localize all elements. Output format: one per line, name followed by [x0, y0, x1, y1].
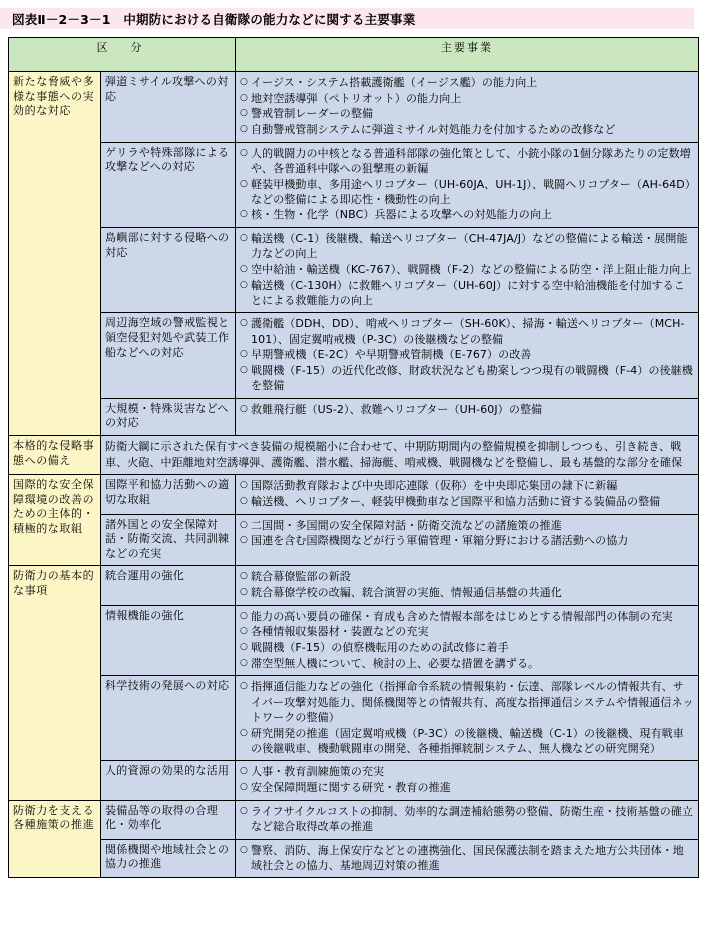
bullet-text: 輸送機（C-1）後継機、輸送ヘリコプター（CH-47JA/J）などの整備による輸送・展開能力などの向上 [251, 232, 688, 261]
bullet-item [240, 640, 694, 655]
circle-bullet-icon: ○ [240, 727, 248, 738]
table-body [9, 72, 699, 878]
category-cell: 本格的な侵略事態への備え [9, 436, 101, 475]
circle-bullet-icon: ○ [240, 495, 248, 506]
content-cell [236, 676, 699, 761]
bullet-text: 戦闘機（F-15）の偵察機転用のための試改修に着手 [251, 641, 509, 655]
bullet-list [240, 679, 694, 755]
subcategory-cell: 関係機関や地域社会との協力の推進 [101, 839, 236, 878]
bullet-text: 警察、消防、海上保安庁などとの連携強化、国民保護法制を踏まえた地方公共団体・地域社会との協力、基地周辺対策の推進 [251, 843, 684, 872]
bullet-text: 国連を含む国際機関などが行う軍備管理・軍縮分野における諸活動への協力 [251, 534, 629, 548]
bullet-item [240, 91, 694, 106]
content-cell [236, 398, 699, 435]
bullet-item [240, 478, 694, 493]
bullet-item [240, 726, 694, 756]
main-table-container [8, 37, 698, 878]
bullet-text: イージス・システム搭載護衛艦（イージス艦）の能力向上 [251, 76, 538, 89]
circle-bullet-icon: ○ [240, 480, 248, 491]
content-cell [101, 436, 699, 475]
bullet-text: 能力の高い要員の確保・育成も含めた情報本部をはじめとする情報部門の体制の充実 [251, 609, 673, 623]
bullet-item [240, 177, 694, 207]
category-cell: 防衛力を支える各種施策の推進 [9, 800, 101, 878]
major-projects-table [8, 37, 699, 878]
table-row [9, 605, 699, 676]
subcategory-cell: 情報機能の強化 [101, 605, 236, 676]
column-header-kubun: 区 分 [9, 38, 236, 72]
bullet-item [240, 122, 694, 137]
subcategory-cell: 周辺海空域の警戒監視と領空侵犯対処や武装工作船などへの対応 [101, 313, 236, 398]
bullet-item [240, 518, 694, 533]
header-row [9, 38, 699, 72]
circle-bullet-icon: ○ [240, 805, 248, 816]
bullet-item [240, 780, 694, 795]
bullet-item [240, 106, 694, 121]
bullet-text: 滞空型無人機について、検討の上、必要な措置を講ずる。 [251, 656, 540, 670]
bullet-list [240, 569, 694, 600]
bullet-item [240, 347, 694, 362]
bullet-item [240, 494, 694, 509]
table-row [9, 676, 699, 761]
subcategory-cell: 装備品等の取得の合理化・効率化 [101, 800, 236, 839]
circle-bullet-icon: ○ [240, 844, 248, 855]
subcategory-cell: ゲリラや特殊部隊による攻撃などへの対応 [101, 142, 236, 227]
circle-bullet-icon: ○ [240, 642, 248, 653]
table-row [9, 514, 699, 566]
content-cell [236, 313, 699, 398]
category-cell: 防衛力の基本的な事項 [9, 566, 101, 800]
circle-bullet-icon: ○ [240, 209, 248, 220]
bullet-text: 空中給油・輸送機（KC-767）、戦闘機（F-2）などの整備による防空・洋上阻止能力向上 [251, 262, 692, 276]
table-row [9, 72, 699, 143]
circle-bullet-icon: ○ [240, 610, 248, 621]
circle-bullet-icon: ○ [240, 626, 248, 637]
bullet-text: 警戒管制レーダーの整備 [251, 107, 374, 121]
content-cell [236, 566, 699, 605]
content-cell [236, 761, 699, 800]
bullet-text: 地対空誘導弾（ペトリオット）の能力向上 [251, 91, 462, 105]
bullet-item [240, 402, 694, 417]
bullet-text: ライフサイクルコストの抑制、効率的な調達補給態勢の整備、防衛生産・技術基盤の確立など総合取得改革の推進 [251, 804, 694, 833]
bullet-text: 人事・教育訓練施策の充実 [251, 765, 385, 779]
table-row [9, 142, 699, 227]
subcategory-cell: 国際平和協力活動への適切な取組 [101, 475, 236, 514]
circle-bullet-icon: ○ [240, 124, 248, 135]
bullet-text: 救難飛行艇（US-2）、救難ヘリコプター（UH-60J）の整備 [251, 402, 543, 416]
circle-bullet-icon: ○ [240, 571, 248, 582]
bullet-item [240, 146, 694, 176]
bullet-item [240, 585, 694, 600]
subcategory-cell: 人的資源の効果的な活用 [101, 761, 236, 800]
bullet-list [240, 75, 694, 137]
subcategory-cell: 統合運用の強化 [101, 566, 236, 605]
circle-bullet-icon: ○ [240, 263, 248, 274]
bullet-list [240, 231, 694, 308]
bullet-item [240, 624, 694, 639]
bullet-item [240, 764, 694, 779]
bullet-item [240, 231, 694, 261]
bullet-text: 早期警戒機（E-2C）や早期警戒管制機（E-767）の改善 [251, 348, 532, 362]
circle-bullet-icon: ○ [240, 279, 248, 290]
content-cell [236, 514, 699, 566]
circle-bullet-icon: ○ [240, 364, 248, 375]
circle-bullet-icon: ○ [240, 147, 248, 158]
bullet-item [240, 569, 694, 584]
content-cell [236, 800, 699, 839]
subcategory-cell: 諸外国との安全保障対話・防衛交流、共同訓練などの充実 [101, 514, 236, 566]
bullet-text: 各種情報収集器材・装置などの充実 [251, 625, 429, 639]
circle-bullet-icon: ○ [240, 318, 248, 329]
circle-bullet-icon: ○ [240, 92, 248, 103]
circle-bullet-icon: ○ [240, 519, 248, 530]
bullet-list [240, 478, 694, 509]
bullet-text: 国際活動教育隊および中央即応連隊（仮称）を中央即応集団の隷下に新編 [251, 479, 618, 493]
bullet-list [240, 609, 694, 671]
circle-bullet-icon: ○ [240, 535, 248, 546]
bullet-text: 護衛艦（DDH、DD）、哨戒ヘリコプター（SH-60K）、掃海・輸送ヘリコプター（MCH-101）、固定翼哨戒機（P-3C）の後継機などの整備 [251, 317, 685, 346]
bullet-text: 安全保障問題に関する研究・教育の推進 [251, 781, 451, 795]
subcategory-cell: 大規模・特殊災害などへの対応 [101, 398, 236, 435]
circle-bullet-icon: ○ [240, 108, 248, 119]
bullet-list [240, 518, 694, 549]
bullet-item [240, 207, 694, 222]
bullet-text: 核・生物・化学（NBC）兵器による攻撃への対処能力の向上 [251, 208, 553, 222]
table-row [9, 228, 699, 313]
bullet-item [240, 262, 694, 277]
bullet-item [240, 804, 694, 834]
content-cell [236, 839, 699, 878]
bullet-text: 人的戦闘力の中核となる普通科部隊の強化策として、小銃小隊の1個分隊あたりの定数増や、各普通科中隊への狙撃班の新編 [251, 146, 691, 175]
bullet-item [240, 316, 694, 346]
table-row [9, 800, 699, 839]
content-cell [236, 475, 699, 514]
content-cell [236, 605, 699, 676]
subcategory-cell: 弾道ミサイル攻撃への対応 [101, 72, 236, 143]
table-row [9, 436, 699, 475]
bullet-list [240, 843, 694, 873]
content-cell [236, 228, 699, 313]
subcategory-cell: 島嶼部に対する侵略への対応 [101, 228, 236, 313]
column-header-shuyo-jigyo: 主要事業 [236, 38, 699, 72]
bullet-list [240, 764, 694, 795]
table-row [9, 313, 699, 398]
circle-bullet-icon: ○ [240, 233, 248, 244]
table-row [9, 475, 699, 514]
bullet-text: 統合幕僚学校の改編、統合演習の実施、情報通信基盤の共通化 [251, 586, 562, 600]
bullet-text: 二国間・多国間の安全保障対話・防衛交流などの諸施策の推進 [251, 518, 562, 532]
bullet-item [240, 656, 694, 671]
bullet-list [240, 146, 694, 223]
content-cell [236, 72, 699, 143]
category-cell: 国際的な安全保障環境の改善のための主体的・積極的な取組 [9, 475, 101, 566]
circle-bullet-icon: ○ [240, 587, 248, 598]
table-header [9, 38, 699, 72]
bullet-list [240, 804, 694, 834]
bullet-item [240, 533, 694, 548]
bullet-text: 研究開発の推進（固定翼哨戒機（P-3C）の後継機、輸送機（C-1）の後継機、現有戦車の後継戦車、機動戦闘車の開発、各種指揮統制システム、無人機などの研究開発） [251, 726, 684, 755]
bullet-text: 輸送機、ヘリコプター、軽装甲機動車など国際平和協力活動に資する装備品の整備 [251, 494, 661, 508]
bullet-item [240, 278, 694, 308]
circle-bullet-icon: ○ [240, 77, 248, 87]
bullet-text: 自動警戒管制システムに弾道ミサイル対処能力を付加するための改修など [251, 123, 616, 137]
circle-bullet-icon: ○ [240, 681, 248, 692]
bullet-item [240, 363, 694, 393]
bullet-text: 軽装甲機動車、多用途ヘリコプター（UH-60JA、UH-1J）、戦闘ヘリコプター（AH-64D）などの整備による即応性・機動性の向上 [251, 177, 691, 206]
circle-bullet-icon: ○ [240, 766, 248, 777]
content-paragraph: 防衛大綱に示された保有すべき装備の規模縮小に合わせて、中期防期間内の整備規模を抑制しつつも、引き続き、戦車、火砲、中距離地対空誘導弾、護衛艦、潜水艦、掃海艇、哨戒機、戦闘機などを整備し、最も基盤的な部分を確保 [105, 440, 683, 469]
table-row [9, 566, 699, 605]
bullet-text: 統合幕僚監部の新設 [251, 570, 351, 584]
table-row [9, 398, 699, 435]
table-row [9, 761, 699, 800]
bullet-list [240, 402, 694, 417]
circle-bullet-icon: ○ [240, 403, 248, 414]
circle-bullet-icon: ○ [240, 349, 248, 360]
circle-bullet-icon: ○ [240, 782, 248, 793]
circle-bullet-icon: ○ [240, 178, 248, 189]
subcategory-cell: 科学技術の発展への対応 [101, 676, 236, 761]
bullet-text: 戦闘機（F-15）の近代化改修、財政状況なども勘案しつつ現有の戦闘機（F-4）の後継機を整備 [251, 363, 693, 393]
bullet-item [240, 679, 694, 725]
bullet-list [240, 316, 694, 393]
table-row [9, 839, 699, 878]
bullet-item [240, 843, 694, 873]
page-title: 図表Ⅱ－2－3－1 中期防における自衛隊の能力などに関する主要事業 [12, 11, 416, 27]
bullet-text: 指揮通信能力などの強化（指揮命令系統の情報集約・伝達、部隊レベルの情報共有、サイバー攻撃対処能力、関係機関等との情報共有、高度な指揮通信システムや情報通信ネットワークの整備） [251, 680, 694, 724]
figure-title-banner [0, 8, 694, 29]
bullet-item [240, 609, 694, 624]
circle-bullet-icon: ○ [240, 657, 248, 668]
bullet-text: 輸送機（C-130H）に救難ヘリコプター（UH-60J）に対する空中給油機能を付加することによる救難能力の向上 [251, 278, 685, 307]
content-cell [236, 142, 699, 227]
category-cell: 新たな脅威や多様な事態への実効的な対応 [9, 72, 101, 436]
bullet-item [240, 75, 694, 90]
